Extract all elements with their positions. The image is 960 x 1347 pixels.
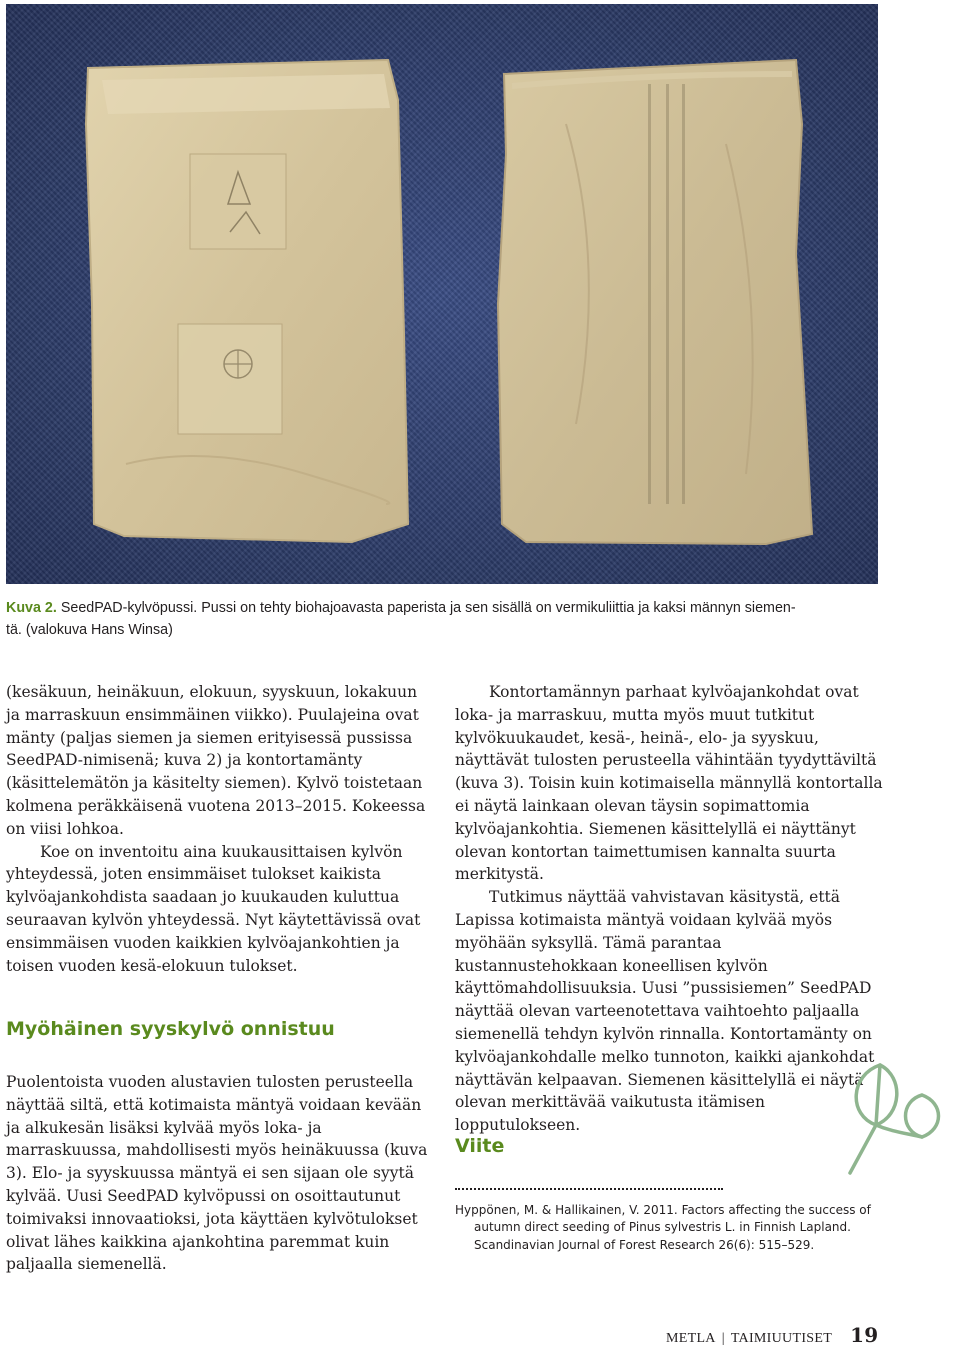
right-paragraph-2: Tutkimus näyttää vahvistavan käsitystä, että Lapissa kotimaista mäntyä voidaan kylvää myös myöhään syksyllä. Tämä parantaa kustannustehokkaan koneellisen kylvön käyttömahdollisuuksia. Uusi ”pussisiemen” SeedPAD näyttää olevan varteenotettava vaihtoehto paljaalla siemenellä tehdyn kylvön rinnalla. Kontortamänty on kylvöajankohdalle melko tunnoton, kaikki ajankohdat näyttävän kelpaavan. Siemenen käsittelyllä ei näytä olevan merkittävää vaikutusta itämisen lopputulokseen. bbox=[455, 888, 875, 1135]
reference-item: Hyppönen, M. & Hallikainen, V. 2011. Factors affecting the success of autumn direct seeding of Pinus sylvestris L. in Finnish Lapland. Scandinavian Journal of Forest Research 26(6): 515–529. bbox=[455, 1203, 871, 1252]
page-footer bbox=[666, 1323, 879, 1347]
right-column bbox=[455, 681, 887, 1137]
references-heading: Viite bbox=[455, 1135, 505, 1157]
figure-caption bbox=[6, 597, 876, 641]
caption-credit: (valokuva Hans Winsa) bbox=[25, 622, 173, 638]
reference-divider bbox=[455, 1188, 723, 1190]
left-paragraph-1: (kesäkuun, heinäkuun, elokuun, syyskuun, lokakuun ja marraskuun ensimmäinen viikko). Puulajeina ovat mänty (paljas siemen ja siemen erityisessä pussissa SeedPAD-nimisenä; kuva 2) ja kontortamänty (käsittelemätön ja käsitelty siemen). Kylvö toistetaan kolmena peräkkäisenä vuotena 2013–2015. Kokeessa on viisi lohkoa. bbox=[6, 683, 426, 838]
left-seedpad-bag bbox=[86, 60, 408, 542]
footer-publisher: METLA bbox=[666, 1331, 716, 1346]
caption-label: Kuva 2. bbox=[6, 600, 57, 616]
footer-publication: TAIMIUUTISET bbox=[730, 1331, 833, 1346]
left-column-lower bbox=[6, 1071, 436, 1276]
left-paragraph-3: Puolentoista vuoden alustavien tulosten perusteella näyttää siltä, että kotimaista mäntyä voidaan kevään ja alkukesän lisäksi kylvää myös loka- ja marraskuussa, mahdollisesti myös heinäkuussa (kuva 3). Elo- ja syyskuussa mäntyä ei sen sijaan ole syytä kylvää. Uusi SeedPAD kylvöpussi on osoittautunut toimivaksi innovaatioksi, jota käyttäen kylvötulokset olivat lähes kaikkina ajankohtina paremmat kuin paljaalla siemenellä. bbox=[6, 1073, 428, 1274]
right-paragraph-1: Kontortamännyn parhaat kylvöajankohdat ovat loka- ja marraskuu, mutta myös muut tutkitut kylvökuukaudet, kesä-, heinä-, elo- ja syyskuu, näyttävät tulosten perusteella vähintään tyydyttäviltä (kuva 3). Toisin kuin kotimaisella männyllä kontortalla ei näytä lainkaan olevan täysin sopimattomia kylvöajankohtia. Siemenen käsittelyllä ei näyttänyt olevan kontortan taimettumisen kannalta suurta merkitystä. bbox=[455, 683, 883, 884]
page-number: 19 bbox=[850, 1323, 879, 1347]
seedpad-bags-photo bbox=[6, 4, 878, 584]
footer-separator: | bbox=[721, 1331, 725, 1346]
section-heading: Myöhäinen syyskylvö onnistuu bbox=[6, 1018, 335, 1040]
leaf-decoration-icon bbox=[830, 1045, 960, 1175]
caption-text-line2: tä. bbox=[6, 622, 26, 638]
left-column bbox=[6, 681, 436, 977]
photo-illustration bbox=[6, 4, 878, 584]
right-seedpad-bag bbox=[498, 60, 812, 544]
caption-text-line1: SeedPAD-kylvöpussi. Pussi on tehty biohajoavasta paperista ja sen sisällä on vermikuliittia ja kaksi männyn siemen- bbox=[60, 600, 796, 616]
left-paragraph-2: Koe on inventoitu aina kuukausittaisen kylvön yhteydessä, joten ensimmäiset tulokset kaikista kylvöajankohdista saadaan jo kuukauden kuluttua seuraavan kylvön yhteydessä. Nyt käytettävissä ovat ensimmäisen vuoden kaikkien kylvöajankohtien ja toisen vuoden kesä-elokuun tulokset. bbox=[6, 842, 421, 975]
